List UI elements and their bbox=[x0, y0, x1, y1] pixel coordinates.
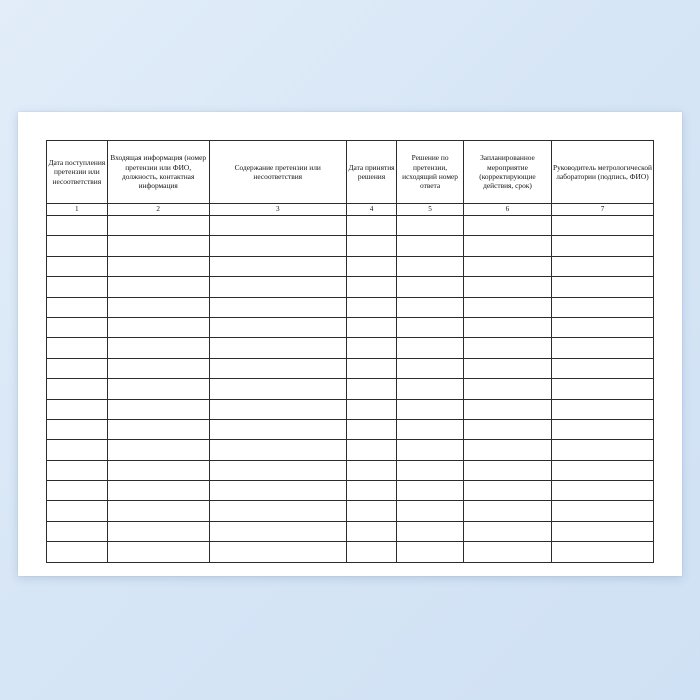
column-header-5: Решение по претензии, исходящий номер ответа bbox=[397, 141, 464, 204]
table-cell[interactable] bbox=[551, 460, 653, 480]
table-cell[interactable] bbox=[397, 297, 464, 317]
table-cell[interactable] bbox=[463, 358, 551, 378]
table-cell[interactable] bbox=[397, 236, 464, 256]
table-cell[interactable] bbox=[397, 317, 464, 337]
table-cell[interactable] bbox=[346, 399, 396, 419]
table-header-row bbox=[47, 141, 654, 204]
table-cell[interactable] bbox=[463, 379, 551, 399]
table-cell[interactable] bbox=[107, 440, 209, 460]
table-cell[interactable] bbox=[551, 277, 653, 297]
column-header-3: Содержание претензии или несоответствия bbox=[209, 141, 346, 204]
table-container bbox=[46, 140, 654, 556]
column-number-6: 6 bbox=[463, 204, 551, 216]
table-cell[interactable] bbox=[107, 297, 209, 317]
table-cell[interactable] bbox=[107, 317, 209, 337]
table-cell[interactable] bbox=[551, 379, 653, 399]
table-row bbox=[47, 216, 654, 236]
table-cell[interactable] bbox=[209, 481, 346, 501]
table-cell[interactable] bbox=[107, 256, 209, 276]
table-cell[interactable] bbox=[107, 216, 209, 236]
table-cell[interactable] bbox=[346, 460, 396, 480]
table-cell[interactable] bbox=[551, 440, 653, 460]
column-header-7: Руководитель метрологической лаборатории (подпись, ФИО) bbox=[551, 141, 653, 204]
table-cell[interactable] bbox=[107, 236, 209, 256]
table-cell[interactable] bbox=[346, 440, 396, 460]
table-cell[interactable] bbox=[209, 521, 346, 541]
table-row bbox=[47, 521, 654, 541]
table-cell[interactable] bbox=[397, 379, 464, 399]
table-cell[interactable] bbox=[209, 542, 346, 562]
table-cell[interactable] bbox=[551, 521, 653, 541]
table-row bbox=[47, 297, 654, 317]
table-cell[interactable] bbox=[47, 542, 108, 562]
table-cell[interactable] bbox=[209, 317, 346, 337]
table-row bbox=[47, 481, 654, 501]
table-cell[interactable] bbox=[551, 399, 653, 419]
table-row bbox=[47, 460, 654, 480]
table-cell[interactable] bbox=[209, 216, 346, 236]
table-cell[interactable] bbox=[463, 542, 551, 562]
table-cell[interactable] bbox=[397, 542, 464, 562]
table-cell[interactable] bbox=[397, 338, 464, 358]
table-cell[interactable] bbox=[47, 358, 108, 378]
table-cell[interactable] bbox=[346, 379, 396, 399]
column-number-2: 2 bbox=[107, 204, 209, 216]
table-row bbox=[47, 277, 654, 297]
table-cell[interactable] bbox=[463, 338, 551, 358]
column-header-1: Дата поступления претензии или несоответствия bbox=[47, 141, 108, 204]
table-cell[interactable] bbox=[397, 460, 464, 480]
table-cell[interactable] bbox=[397, 419, 464, 439]
table-cell[interactable] bbox=[463, 501, 551, 521]
table-cell[interactable] bbox=[107, 338, 209, 358]
table-cell[interactable] bbox=[463, 440, 551, 460]
table-cell[interactable] bbox=[346, 338, 396, 358]
registration-table bbox=[46, 140, 654, 563]
table-cell[interactable] bbox=[209, 501, 346, 521]
paper-sheet bbox=[18, 112, 682, 576]
table-cell[interactable] bbox=[47, 399, 108, 419]
table-cell[interactable] bbox=[397, 358, 464, 378]
table-row bbox=[47, 338, 654, 358]
table-row bbox=[47, 358, 654, 378]
table-cell[interactable] bbox=[551, 338, 653, 358]
table-cell[interactable] bbox=[551, 256, 653, 276]
table-cell[interactable] bbox=[107, 460, 209, 480]
table-cell[interactable] bbox=[463, 521, 551, 541]
table-cell[interactable] bbox=[209, 419, 346, 439]
table-cell[interactable] bbox=[47, 379, 108, 399]
table-cell[interactable] bbox=[107, 481, 209, 501]
table-cell[interactable] bbox=[47, 460, 108, 480]
table-cell[interactable] bbox=[209, 379, 346, 399]
table-cell[interactable] bbox=[551, 481, 653, 501]
table-cell[interactable] bbox=[346, 419, 396, 439]
table-cell[interactable] bbox=[463, 419, 551, 439]
table-cell[interactable] bbox=[47, 501, 108, 521]
table-cell[interactable] bbox=[209, 399, 346, 419]
table-cell[interactable] bbox=[47, 277, 108, 297]
column-header-4: Дата принятия решения bbox=[346, 141, 396, 204]
table-row bbox=[47, 236, 654, 256]
table-cell[interactable] bbox=[463, 460, 551, 480]
table-row bbox=[47, 379, 654, 399]
table-cell[interactable] bbox=[209, 338, 346, 358]
table-cell[interactable] bbox=[47, 338, 108, 358]
table-cell[interactable] bbox=[397, 256, 464, 276]
table-cell[interactable] bbox=[107, 521, 209, 541]
table-cell[interactable] bbox=[463, 317, 551, 337]
table-cell[interactable] bbox=[346, 542, 396, 562]
table-cell[interactable] bbox=[397, 481, 464, 501]
table-cell[interactable] bbox=[47, 521, 108, 541]
column-number-row bbox=[47, 204, 654, 216]
table-cell[interactable] bbox=[107, 419, 209, 439]
table-cell[interactable] bbox=[209, 297, 346, 317]
table-cell[interactable] bbox=[397, 440, 464, 460]
table-cell[interactable] bbox=[107, 277, 209, 297]
table-cell[interactable] bbox=[346, 277, 396, 297]
table-cell[interactable] bbox=[397, 501, 464, 521]
table-cell[interactable] bbox=[551, 216, 653, 236]
table-cell[interactable] bbox=[551, 317, 653, 337]
table-cell[interactable] bbox=[107, 379, 209, 399]
table-row bbox=[47, 419, 654, 439]
table-cell[interactable] bbox=[209, 460, 346, 480]
table-row bbox=[47, 256, 654, 276]
table-cell[interactable] bbox=[463, 481, 551, 501]
table-row bbox=[47, 440, 654, 460]
table-cell[interactable] bbox=[47, 440, 108, 460]
table-cell[interactable] bbox=[551, 297, 653, 317]
table-cell[interactable] bbox=[47, 419, 108, 439]
table-cell[interactable] bbox=[463, 297, 551, 317]
column-number-1: 1 bbox=[47, 204, 108, 216]
column-number-4: 4 bbox=[346, 204, 396, 216]
table-row bbox=[47, 542, 654, 562]
table-cell[interactable] bbox=[551, 501, 653, 521]
table-cell[interactable] bbox=[397, 399, 464, 419]
table-cell[interactable] bbox=[346, 501, 396, 521]
table-cell[interactable] bbox=[551, 236, 653, 256]
table-cell[interactable] bbox=[107, 542, 209, 562]
table-row bbox=[47, 501, 654, 521]
table-cell[interactable] bbox=[47, 216, 108, 236]
table-cell[interactable] bbox=[47, 297, 108, 317]
table-cell[interactable] bbox=[551, 542, 653, 562]
table-cell[interactable] bbox=[107, 358, 209, 378]
table-cell[interactable] bbox=[463, 216, 551, 236]
column-header-2: Входящая информация (номер претензии или ФИО, должность, контактная информация bbox=[107, 141, 209, 204]
table-cell[interactable] bbox=[107, 501, 209, 521]
table-cell[interactable] bbox=[346, 481, 396, 501]
table-cell[interactable] bbox=[397, 521, 464, 541]
table-cell[interactable] bbox=[397, 277, 464, 297]
table-cell[interactable] bbox=[463, 256, 551, 276]
table-cell[interactable] bbox=[107, 399, 209, 419]
column-number-5: 5 bbox=[397, 204, 464, 216]
table-cell[interactable] bbox=[346, 521, 396, 541]
table-row bbox=[47, 317, 654, 337]
column-number-7: 7 bbox=[551, 204, 653, 216]
table-cell[interactable] bbox=[346, 358, 396, 378]
table-body bbox=[47, 216, 654, 563]
table-cell[interactable] bbox=[209, 440, 346, 460]
table-cell[interactable] bbox=[551, 419, 653, 439]
table-cell[interactable] bbox=[209, 236, 346, 256]
table-cell[interactable] bbox=[47, 236, 108, 256]
table-cell[interactable] bbox=[209, 358, 346, 378]
table-cell[interactable] bbox=[47, 481, 108, 501]
table-header bbox=[47, 141, 654, 216]
column-number-3: 3 bbox=[209, 204, 346, 216]
table-cell[interactable] bbox=[346, 297, 396, 317]
table-cell[interactable] bbox=[47, 317, 108, 337]
table-cell[interactable] bbox=[551, 358, 653, 378]
table-cell[interactable] bbox=[209, 277, 346, 297]
table-row bbox=[47, 399, 654, 419]
table-cell[interactable] bbox=[463, 277, 551, 297]
table-cell[interactable] bbox=[346, 216, 396, 236]
table-cell[interactable] bbox=[463, 236, 551, 256]
table-cell[interactable] bbox=[346, 317, 396, 337]
table-cell[interactable] bbox=[47, 256, 108, 276]
column-header-6: Запланированное мероприятие (корректирующие действия, срок) bbox=[463, 141, 551, 204]
table-cell[interactable] bbox=[463, 399, 551, 419]
table-cell[interactable] bbox=[346, 236, 396, 256]
table-cell[interactable] bbox=[397, 216, 464, 236]
table-cell[interactable] bbox=[346, 256, 396, 276]
table-cell[interactable] bbox=[209, 256, 346, 276]
